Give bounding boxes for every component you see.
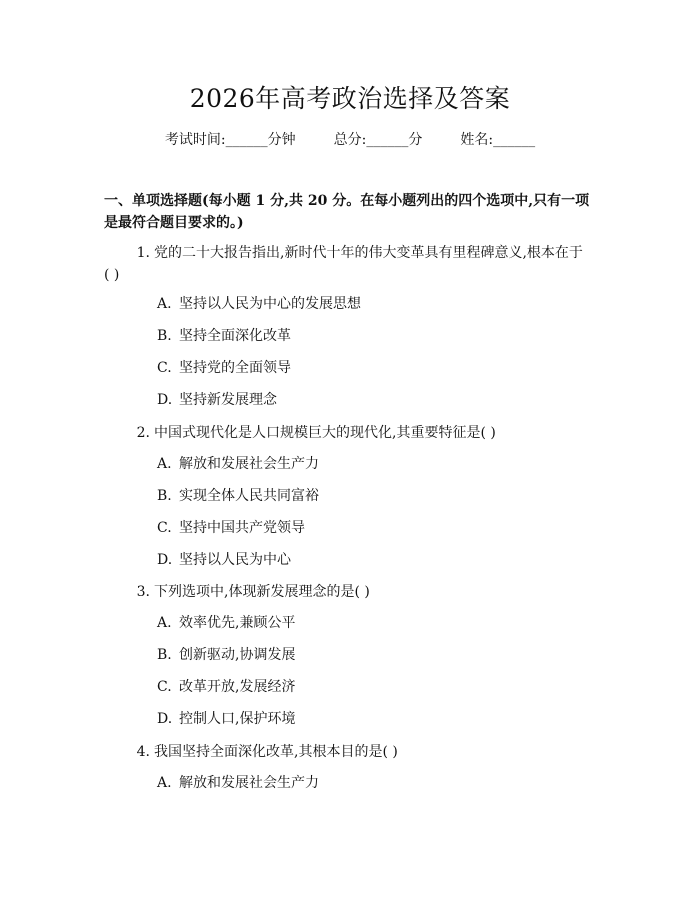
question-text: 下列选项中,体现新发展理念的是( ): [154, 584, 370, 600]
exam-info-line: [0, 130, 700, 150]
question-3-stem: [104, 581, 600, 603]
option-text: 实现全体人民共同富裕: [179, 488, 319, 504]
question-2-option-c[interactable]: [157, 518, 305, 538]
section-heading: [104, 190, 604, 234]
option-letter: B.: [157, 647, 172, 663]
total-score-unit: 分: [408, 132, 423, 148]
option-text: 坚持全面深化改革: [179, 328, 291, 344]
question-text: 党的二十大报告指出,新时代十年的伟大变革具有里程碑意义,根本在于: [154, 245, 583, 261]
question-3-option-b[interactable]: [157, 645, 295, 665]
option-letter: C.: [157, 360, 172, 376]
exam-time-field: [165, 130, 296, 150]
question-2-stem: [104, 422, 600, 444]
question-2-option-d[interactable]: [157, 550, 291, 570]
question-2-option-b[interactable]: [157, 486, 319, 506]
option-text: 创新驱动,协调发展: [179, 647, 296, 663]
option-text: 坚持中国共产党领导: [179, 520, 305, 536]
option-text: 控制人口,保护环境: [179, 711, 296, 727]
question-3-option-c[interactable]: [157, 677, 295, 697]
exam-time-unit: 分钟: [267, 132, 296, 148]
question-number: 1.: [136, 245, 150, 261]
question-3-option-a[interactable]: [157, 613, 295, 633]
option-letter: A.: [157, 775, 172, 791]
option-letter: B.: [157, 328, 172, 344]
exam-time-label: 考试时间:: [164, 132, 226, 148]
option-text: 坚持以人民为中心: [179, 552, 291, 568]
question-text-continued: ( ): [104, 267, 120, 283]
option-text: 效率优先,兼顾公平: [179, 615, 296, 631]
question-1-option-b[interactable]: [157, 326, 291, 346]
student-name-blank: ______: [493, 132, 536, 148]
question-2-option-a[interactable]: [157, 454, 319, 474]
option-letter: A.: [157, 296, 172, 312]
section-heading-line: 一、单项选择题(每小题 1 分,共 20 分。在每小题列出的四个选项中,只有一项: [104, 193, 590, 209]
option-letter: D.: [157, 711, 173, 727]
total-score-label: 总分:: [333, 132, 367, 148]
question-text: 中国式现代化是人口规模巨大的现代化,其重要特征是( ): [154, 425, 496, 441]
option-letter: A.: [157, 615, 172, 631]
exam-time-blank: ______: [225, 132, 268, 148]
option-letter: D.: [157, 552, 173, 568]
option-letter: A.: [157, 456, 172, 472]
question-1-option-a[interactable]: [157, 294, 361, 314]
total-score-field: [334, 130, 423, 150]
option-letter: C.: [157, 679, 172, 695]
question-3-option-d[interactable]: [157, 709, 295, 729]
question-4-stem: [104, 741, 600, 763]
question-text: 我国坚持全面深化改革,其根本目的是( ): [154, 744, 398, 760]
question-1-option-d[interactable]: [157, 390, 277, 410]
option-letter: C.: [157, 520, 172, 536]
question-4-option-a[interactable]: [157, 773, 319, 793]
option-text: 坚持以人民为中心的发展思想: [179, 296, 361, 312]
option-letter: B.: [157, 488, 172, 504]
student-name-label: 姓名:: [460, 132, 494, 148]
question-1-option-c[interactable]: [157, 358, 291, 378]
total-score-blank: ______: [366, 132, 409, 148]
option-text: 坚持新发展理念: [179, 392, 277, 408]
section-heading-line: 是最符合题目要求的。): [104, 215, 244, 231]
question-number: 3.: [136, 584, 150, 600]
question-number: 2.: [136, 425, 150, 441]
question-number: 4.: [136, 744, 150, 760]
option-text: 解放和发展社会生产力: [179, 456, 319, 472]
question-1-stem: [104, 242, 600, 286]
student-name-field: [460, 130, 535, 150]
option-text: 坚持党的全面领导: [179, 360, 291, 376]
option-text: 解放和发展社会生产力: [179, 775, 319, 791]
option-letter: D.: [157, 392, 173, 408]
page-title: 2026年高考政治选择及答案: [189, 84, 511, 113]
option-text: 改革开放,发展经济: [179, 679, 296, 695]
